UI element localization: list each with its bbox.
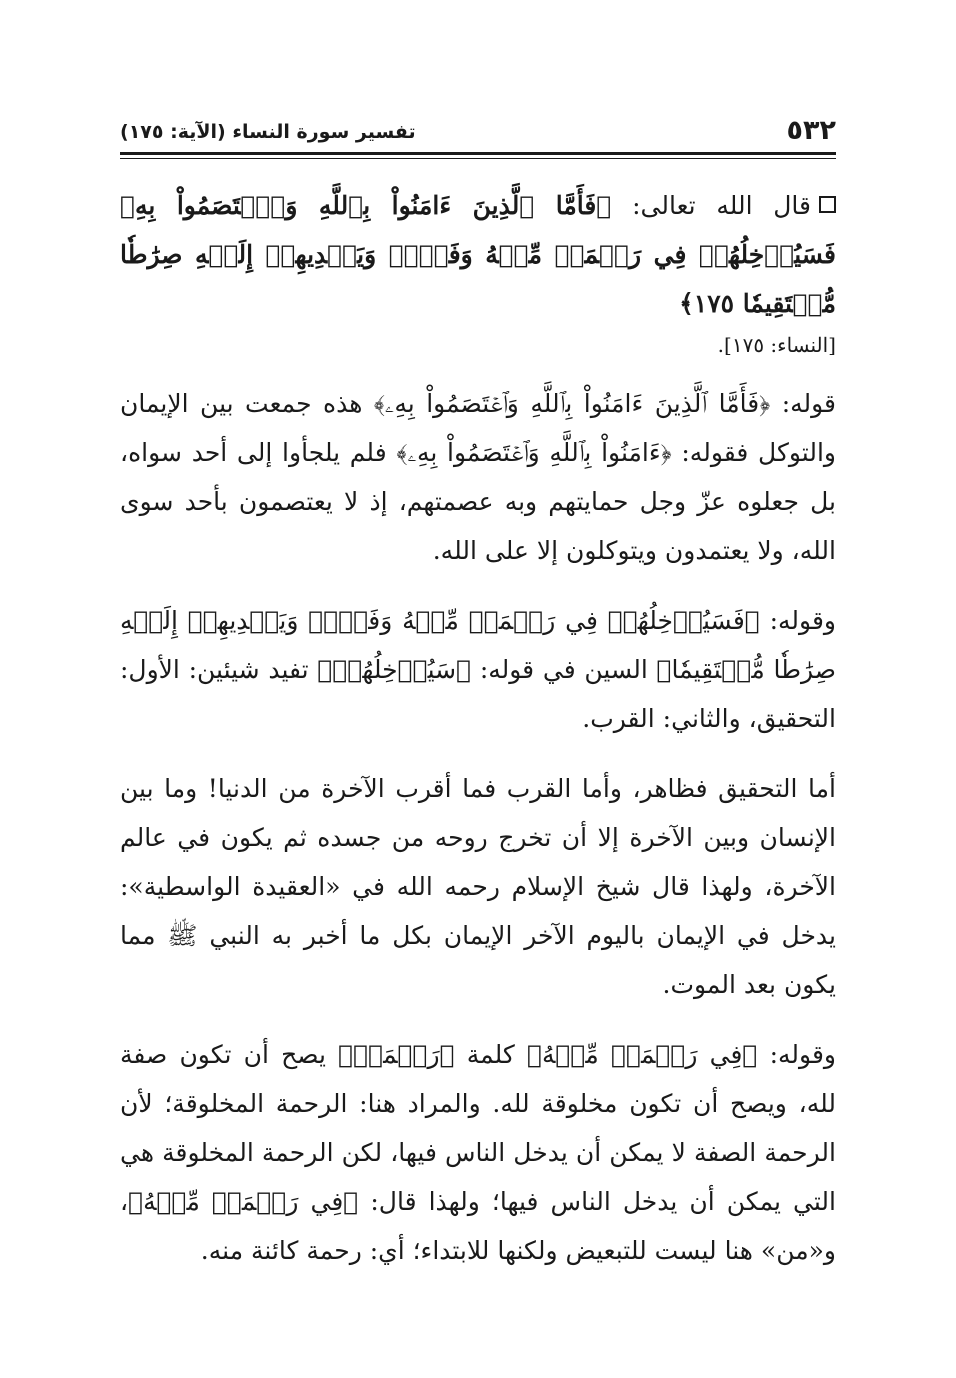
header-rule-thick xyxy=(120,152,836,155)
paragraph-1: قوله: ﴿فَأَمَّا ٱلَّذِينَ ءَامَنُواْ بِٱللَّهِ وَٱعۡتَصَمُواْ بِهِۦ﴾ هذه جمعت بين الإيمان والتوكل فقوله: ﴿ءَامَنُواْ بِٱللَّهِ وَٱعۡتَصَمُواْ بِهِۦ﴾ فلم يلجأوا إلى أحد سواه، بل جعلوه عزّ وجل حمايتهم وبه عصمتهم، إذ لا يعتصمون بأحد سوى الله، ولا يعتمدون ويتوكلون إلا على الله. xyxy=(120,389,836,565)
paragraph-4: وقوله: ﴿فِي رَحۡمَةٖ مِّنۡهُ﴾ كلمة ﴿رَحۡمَةٖ﴾ يصح أن تكون صفة لله، ويصح أن تكون مخلوقة لله. والمراد هنا: الرحمة المخلوقة؛ لأن الرحمة الصفة لا يمكن أن يدخل الناس فيها، لكن الرحمة المخلوقة هي التي يمكن أن يدخل الناس فيها؛ ولهذا قال: ﴿فِي رَحۡمَةٖ مِّنۡهُ﴾، و«من» هنا ليست للتبعيض ولكنها للابتداء؛ أي: رحمة كائنة منه. xyxy=(120,1040,836,1265)
running-header xyxy=(120,108,836,144)
book-page xyxy=(120,108,836,1328)
square-bullet-icon xyxy=(819,196,836,213)
page-number: ٥٣٢ xyxy=(786,115,836,146)
body-text xyxy=(120,181,836,1275)
paragraph-2: وقوله: ﴿فَسَيُدۡخِلُهُمۡ فِي رَحۡمَةٖ مِّنۡهُ وَفَضۡلٖ وَيَهۡدِيهِمۡ إِلَيۡهِ صِرَٰطٗا مُّسۡتَقِيمٗا﴾ السين في قوله: ﴿سَيُدۡخِلُهُمۡ﴾ تفيد شيئين: الأول: التحقيق، والثاني: القرب. xyxy=(120,606,836,733)
paragraph-3: أما التحقيق فظاهر، وأما القرب فما أقرب الآخرة من الدنيا! وما بين الإنسان وبين الآخرة إلا أن تخرج روحه من جسده ثم يكون في عالم الآخرة، ولهذا قال شيخ الإسلام رحمه الله في «العقيدة الواسطية»: يدخل في الإيمان باليوم الآخر الإيمان بكل ما أخبر به النبي ﷺ مما يكون بعد الموت. xyxy=(120,774,836,999)
verse-reference: [النساء: ١٧٥]. xyxy=(717,333,836,357)
header-rule-thin xyxy=(120,158,836,159)
verse-intro: قال الله تعالى: xyxy=(632,191,811,220)
verse-block xyxy=(120,181,836,362)
running-title: تفسير سورة النساء (الآية: ١٧٥) xyxy=(120,121,416,143)
verse-text: ﴿فَأَمَّا ٱلَّذِينَ ءَامَنُواْ بِٱللَّهِ وَٱعۡتَصَمُواْ بِهِۦ فَسَيُدۡخِلُهُمۡ فِي رَحۡمَةٖ مِّنۡهُ وَفَضۡلٖ وَيَهۡدِيهِمۡ إِلَيۡهِ صِرَٰطٗا مُّسۡتَقِيمٗا ١٧٥﴾ xyxy=(120,191,836,318)
